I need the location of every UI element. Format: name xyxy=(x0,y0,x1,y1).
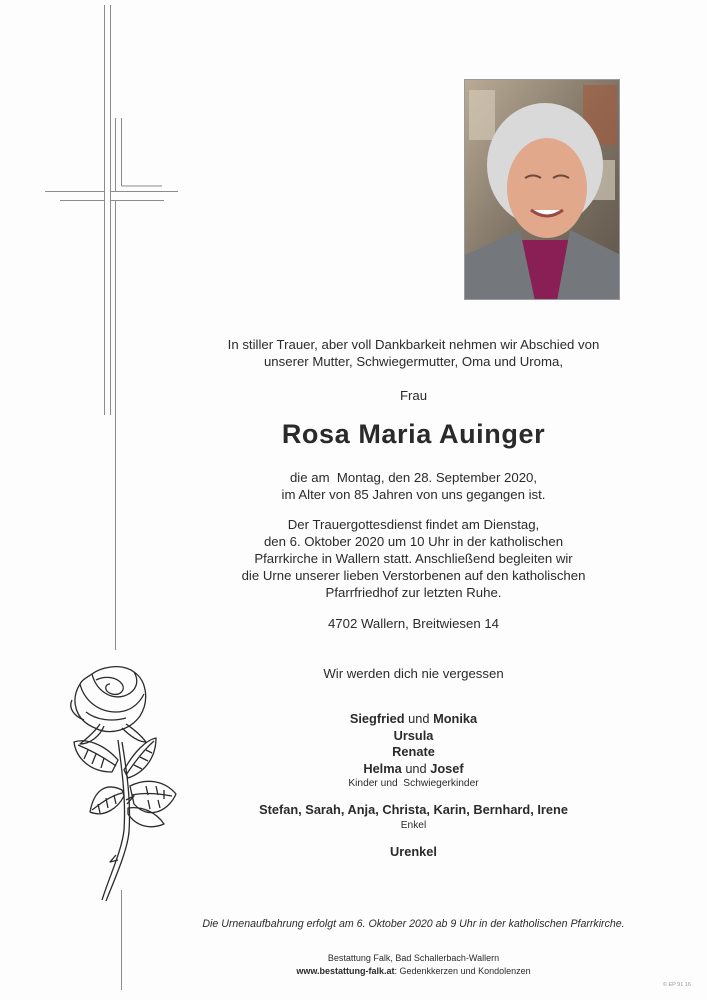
family-great-grandchildren xyxy=(200,844,627,861)
family-name: Josef xyxy=(430,760,464,776)
rose-icon xyxy=(71,667,176,901)
death-line-2: im Alter von 85 Jahren von uns gegangen ist. xyxy=(281,487,546,502)
intro-line-1: In stiller Trauer, aber voll Dankbarkeit nehmen wir Abschied von xyxy=(227,337,600,352)
family-name: Helma xyxy=(363,760,402,776)
address-block xyxy=(200,615,627,632)
portrait-photo xyxy=(464,79,620,300)
website-suffix: : Gedenkkerzen und Kondolenzen xyxy=(394,965,531,976)
service-line-5: Pfarrfriedhof zur letzten Ruhe. xyxy=(325,585,502,600)
children-caption: Kinder und Schwiegerkinder xyxy=(348,778,479,789)
family-name: Monika xyxy=(433,711,478,726)
great-grandchildren: Urenkel xyxy=(390,844,437,859)
intro-text xyxy=(200,336,627,370)
family-line-3: Renate xyxy=(392,744,435,759)
family-line-1 xyxy=(200,711,627,728)
service-line-1: Der Trauergottesdienst findet am Dienstag, xyxy=(287,517,540,532)
family-name: Siegfried xyxy=(349,711,405,726)
motto-block xyxy=(200,665,627,682)
service-line-3: Pfarrkirche in Wallern statt. Anschließend begleiten wir xyxy=(254,551,573,566)
family-line-4 xyxy=(200,761,627,778)
cross-icon xyxy=(45,5,178,990)
intro-line-2: unserer Mutter, Schwiegermutter, Oma und Uroma, xyxy=(263,354,564,369)
undertaker: Bestattung Falk, Bad Schallerbach-Wallern xyxy=(327,953,500,963)
address: 4702 Wallern, Breitwiesen 14 xyxy=(327,616,500,631)
family-and: und xyxy=(408,711,430,726)
grandchildren-names: Stefan, Sarah, Anja, Christa, Karin, Bernhard, Irene xyxy=(259,802,568,817)
family-line-2: Ursula xyxy=(393,727,434,743)
viewing-text: Die Urnenaufbahrung erfolgt am 6. Oktober 2020 ab 9 Uhr in der katholischen Pfarrkirche. xyxy=(202,918,625,930)
service-line-4: die Urne unserer lieben Verstorbenen auf den katholischen xyxy=(241,568,586,583)
motto: Wir werden dich nie vergessen xyxy=(323,666,504,681)
salutation-block xyxy=(200,387,627,404)
grandchildren-caption: Enkel xyxy=(400,819,427,831)
death-line-1: die am Montag, den 28. September 2020, xyxy=(289,470,538,485)
salutation: Frau xyxy=(399,388,428,403)
death-info xyxy=(200,469,627,503)
deceased-name: Rosa Maria Auinger xyxy=(281,419,546,449)
service-info xyxy=(200,516,627,601)
footer xyxy=(200,952,627,977)
portrait-icon xyxy=(465,80,620,300)
print-code: © EP 91 16 xyxy=(662,982,691,988)
family-and: und xyxy=(405,760,427,776)
viewing-note xyxy=(150,918,677,930)
footer-website-line xyxy=(200,965,627,978)
family-grandchildren xyxy=(200,802,627,832)
service-line-2: den 6. Oktober 2020 um 10 Uhr in der katholischen xyxy=(263,534,564,549)
name-block xyxy=(200,419,627,450)
family-children xyxy=(200,711,627,790)
website-link[interactable]: www.bestattung-falk.at xyxy=(296,965,395,976)
